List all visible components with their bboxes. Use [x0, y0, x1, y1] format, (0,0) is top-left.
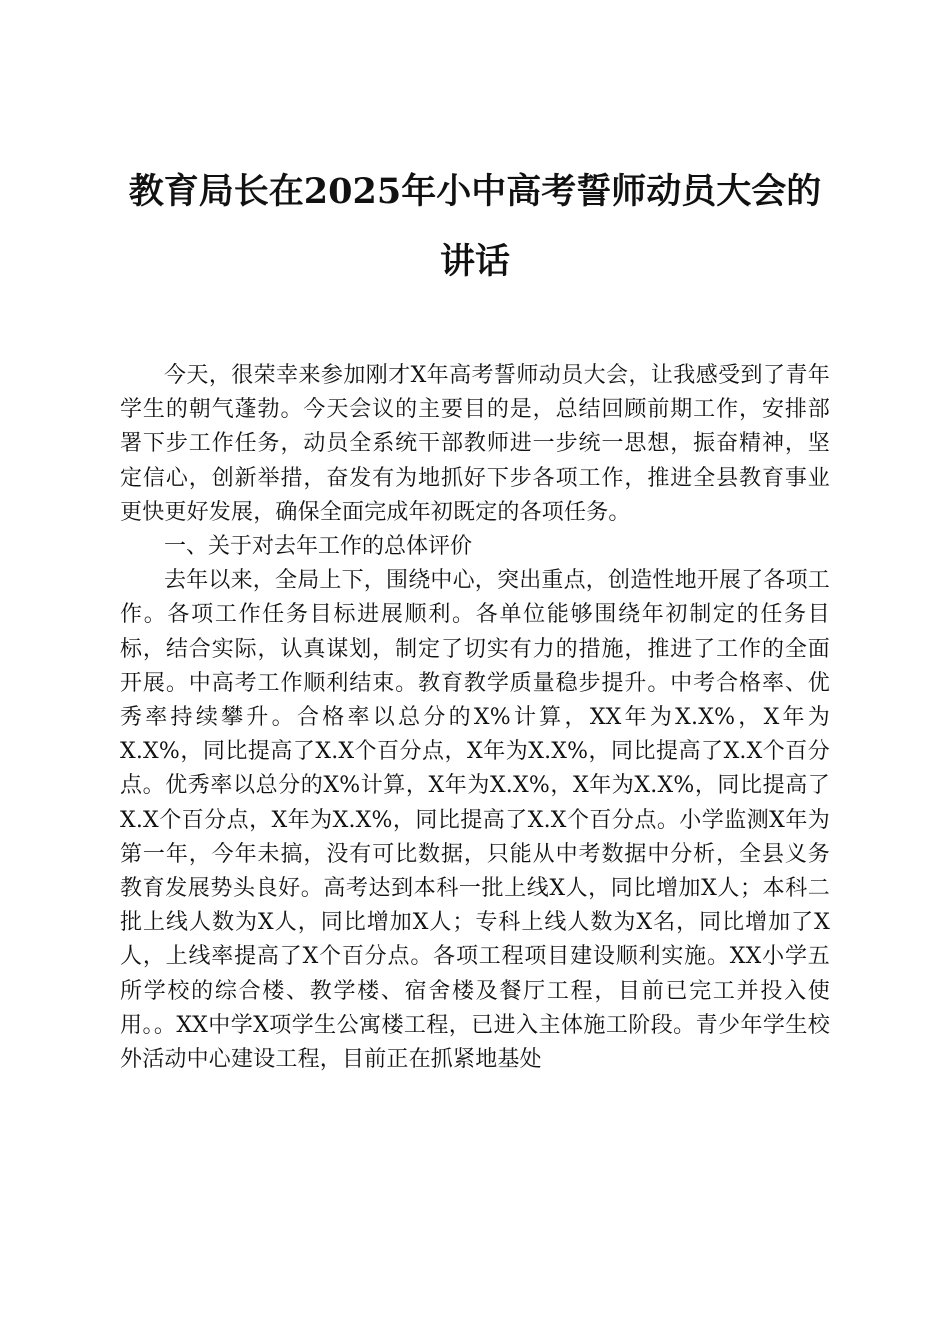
document-title-line-2: 讲话: [439, 241, 510, 282]
section-heading-1: 一、关于对去年工作的总体评价: [164, 534, 473, 560]
paragraph-review: 去年以来，全局上下，围绕中心，突出重点，创造性地开展了各项工作。各项工作任务目标进展顺利。各单位能够围绕年初制定的任务目标，结合实际，认真谋划，制定了切实有力的措施，推进了工作的全面开展。中高考工作顺利结束。教育教学质量稳步提升。中考合格率、优秀率持续攀升。合格率以总分的X%计算，XX年为X.X%，X年为X.X%，同比提高了X.X个百分点，X年为X.X%，同比提高了X.X个百分点。优秀率以总分的X%计算，X年为X.X%，X年为X.X%，同比提高了X.X个百分点，X年为X.X%，同比提高了X.X个百分点。小学监测X年为第一年，今年未搞，没有可比数据，只能从中考数据中分析，全县义务教育发展势头良好。高考达到本科一批上线X人，同比增加X人；本科二批上线人数为X人，同比增加X人；专科上线人数为X名，同比增加了X人，上线率提高了X个百分点。各项工程项目建设顺利实施。XX小学五所学校的综合楼、教学楼、宿舍楼及餐厅工程，目前已完工并投入使用。。XX中学X项学生公寓楼工程，已进入主体施工阶段。青少年学生校外活动中心建设工程，目前正在抓紧地基处: [120, 568, 831, 1073]
document-title-line-1: 教育局长在2025年小中高考誓师动员大会的: [128, 171, 822, 212]
paragraph-intro: 今天，很荣幸来参加刚才X年高考誓师动员大会，让我感受到了青年学生的朝气蓬勃。今天会议的主要目的是，总结回顾前期工作，安排部署下步工作任务，动员全系统干部教师进一步统一思想，振奋精神，坚定信心，创新举措，奋发有为地抓好下步各项工作，推进全县教育事业更快更好发展，确保全面完成年初既定的各项任务。: [120, 363, 830, 525]
document-body: [120, 359, 830, 1077]
